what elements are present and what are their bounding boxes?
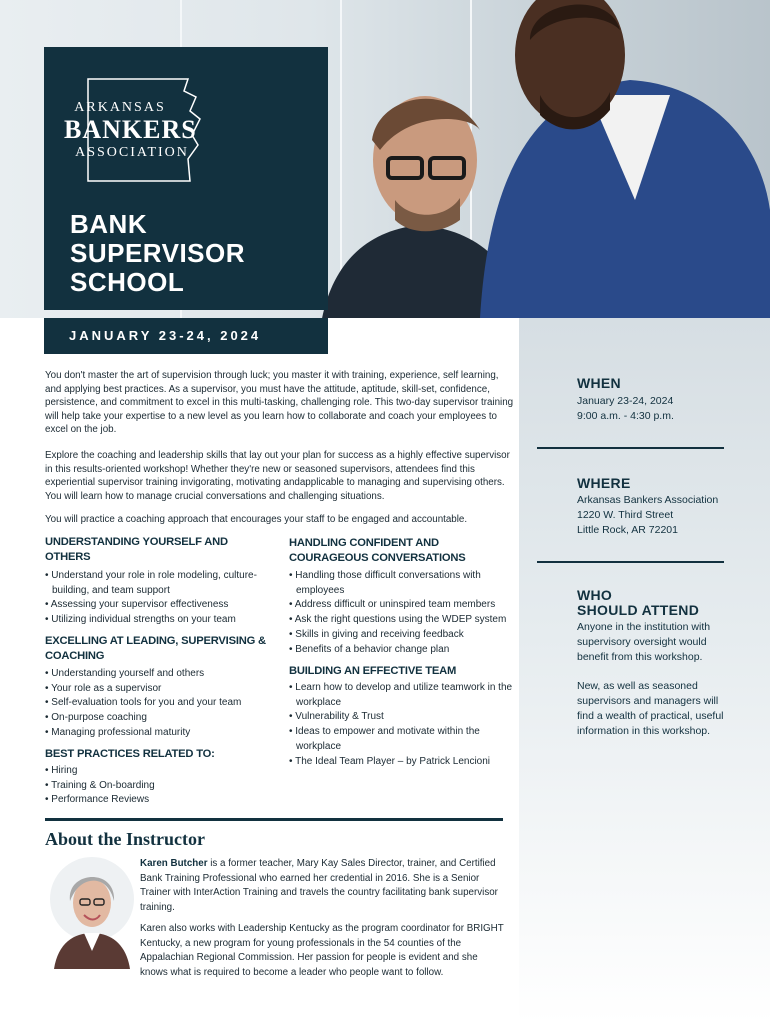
bullet-list <box>289 681 517 769</box>
bio-text: is a former teacher, Mary Kay Sales Director, trainer, and Certified Bank Training Professional who earned her credential in 2016. She is a Senior Trainer with InterAction Training and travels the country facilitating bank supervisor training. <box>140 858 498 913</box>
who-text-1: Anyone in the institution with supervisory oversight would benefit from this workshop. <box>577 621 711 663</box>
list-item: • Ask the right questions using the WDEP system <box>289 613 517 628</box>
logo-line-3: ASSOCIATION <box>75 145 189 160</box>
instructor-name: Karen Butcher <box>140 858 208 869</box>
bullet-list <box>45 667 275 741</box>
list-item: • Assessing your supervisor effectiveness <box>45 598 275 613</box>
instructor-bio-2: Karen also works with Leadership Kentucky as the program coordinator for BRIGHT Kentucky, a new program for young professionals in the 54 counties of the Appalachian Regional Commission. Her passion for people is evident and she knows what is required to become a leader who people want to follow. <box>140 923 504 978</box>
section-heading: UNDERSTANDING YOURSELF AND OTHERS <box>45 536 228 563</box>
list-item: • Learn how to develop and utilize teamwork in the workplace <box>289 681 517 710</box>
where-heading: WHERE <box>577 475 631 491</box>
instructor-bio-1 <box>140 857 505 915</box>
list-item: • Your role as a supervisor <box>45 682 275 697</box>
list-item: • The Ideal Team Player – by Patrick Lencioni <box>289 755 517 770</box>
logo-line-2: BANKERS <box>64 115 197 144</box>
who-heading: WHO <box>577 587 613 603</box>
page-title: BANK SUPERVISOR SCHOOL <box>70 209 246 297</box>
list-item: • Utilizing individual strengths on your team <box>45 613 275 628</box>
section-heading: HANDLING CONFIDENT AND COURAGEOUS CONVERSATIONS <box>289 537 466 564</box>
list-item: • Handling those difficult conversations with employees <box>289 569 517 598</box>
where-name: Arkansas Bankers Association <box>577 494 719 506</box>
when-date: January 23-24, 2024 <box>577 395 674 407</box>
bullet-list <box>45 764 275 808</box>
who-text-2: New, as well as seasoned supervisors and managers will find a wealth of practical, useful information in this workshop. <box>577 680 724 737</box>
list-item: • Hiring <box>45 764 275 779</box>
intro-paragraph-1: You don't master the art of supervision through luck; you master it with training, experience, self learning, and applying best practices. As a supervisor, you must have the attitude, aptitude, skill-set, confidence, persistence, and commitment to excel in this multi-tasking, challenging role. This two-day supervisor training will help take your expertise to a new level as you learn how to collaborate and coach your employees to excel on the job. <box>45 370 514 436</box>
list-item: • Training & On-boarding <box>45 779 275 794</box>
divider <box>45 818 503 821</box>
date-banner-text: JANUARY 23-24, 2024 <box>69 328 262 343</box>
event-details-sidebar <box>519 318 770 1024</box>
section-heading: BUILDING AN EFFECTIVE TEAM <box>289 665 457 677</box>
list-item: • Performance Reviews <box>45 793 275 808</box>
when-time: 9:00 a.m. - 4:30 p.m. <box>577 410 674 422</box>
list-item: • Understanding yourself and others <box>45 667 275 682</box>
section-heading: BEST PRACTICES RELATED TO: <box>45 748 215 760</box>
list-item: • Vulnerability & Trust <box>289 710 517 725</box>
where-city: Little Rock, AR 72201 <box>577 524 678 536</box>
where-street: 1220 W. Third Street <box>577 509 674 521</box>
section-heading: EXCELLING AT LEADING, SUPERVISING & COACHING <box>45 635 266 662</box>
list-item: • Self-evaluation tools for you and your team <box>45 696 275 711</box>
list-item: • Managing professional maturity <box>45 726 275 741</box>
list-item: • Ideas to empower and motivate within the workplace <box>289 725 517 754</box>
instructor-photo <box>50 857 134 969</box>
divider <box>537 561 724 563</box>
list-item: • On-purpose coaching <box>45 711 275 726</box>
bullet-list <box>289 569 517 657</box>
list-item: • Skills in giving and receiving feedback <box>289 628 517 643</box>
logo-line-1: ARKANSAS <box>74 100 166 115</box>
about-heading: About the Instructor <box>45 829 205 849</box>
who-heading-2: SHOULD ATTEND <box>577 602 700 618</box>
intro-paragraph-3: You will practice a coaching approach that encourages your staff to be engaged and accountable. <box>45 514 468 525</box>
title-panel <box>44 47 328 310</box>
bullet-list <box>45 569 275 628</box>
date-banner <box>44 318 328 354</box>
list-item: • Benefits of a behavior change plan <box>289 643 517 658</box>
list-item: • Understand your role in role modeling, culture-building, and team support <box>45 569 275 598</box>
when-heading: WHEN <box>577 375 621 391</box>
divider <box>537 447 724 449</box>
intro-paragraph-2: Explore the coaching and leadership skills that lay out your plan for success as a highly effective supervisor in this results-oriented workshop! Whether they're new or seasoned supervisors, attendees find this experiential supervisor training invigorating, motivating andapplicable to managing and supervising others. You will learn how to manage crucial conversations and challenging situations. <box>45 450 510 502</box>
list-item: • Address difficult or uninspired team members <box>289 598 517 613</box>
arkansas-bankers-logo <box>66 75 226 185</box>
man-in-suit-image <box>470 0 770 318</box>
